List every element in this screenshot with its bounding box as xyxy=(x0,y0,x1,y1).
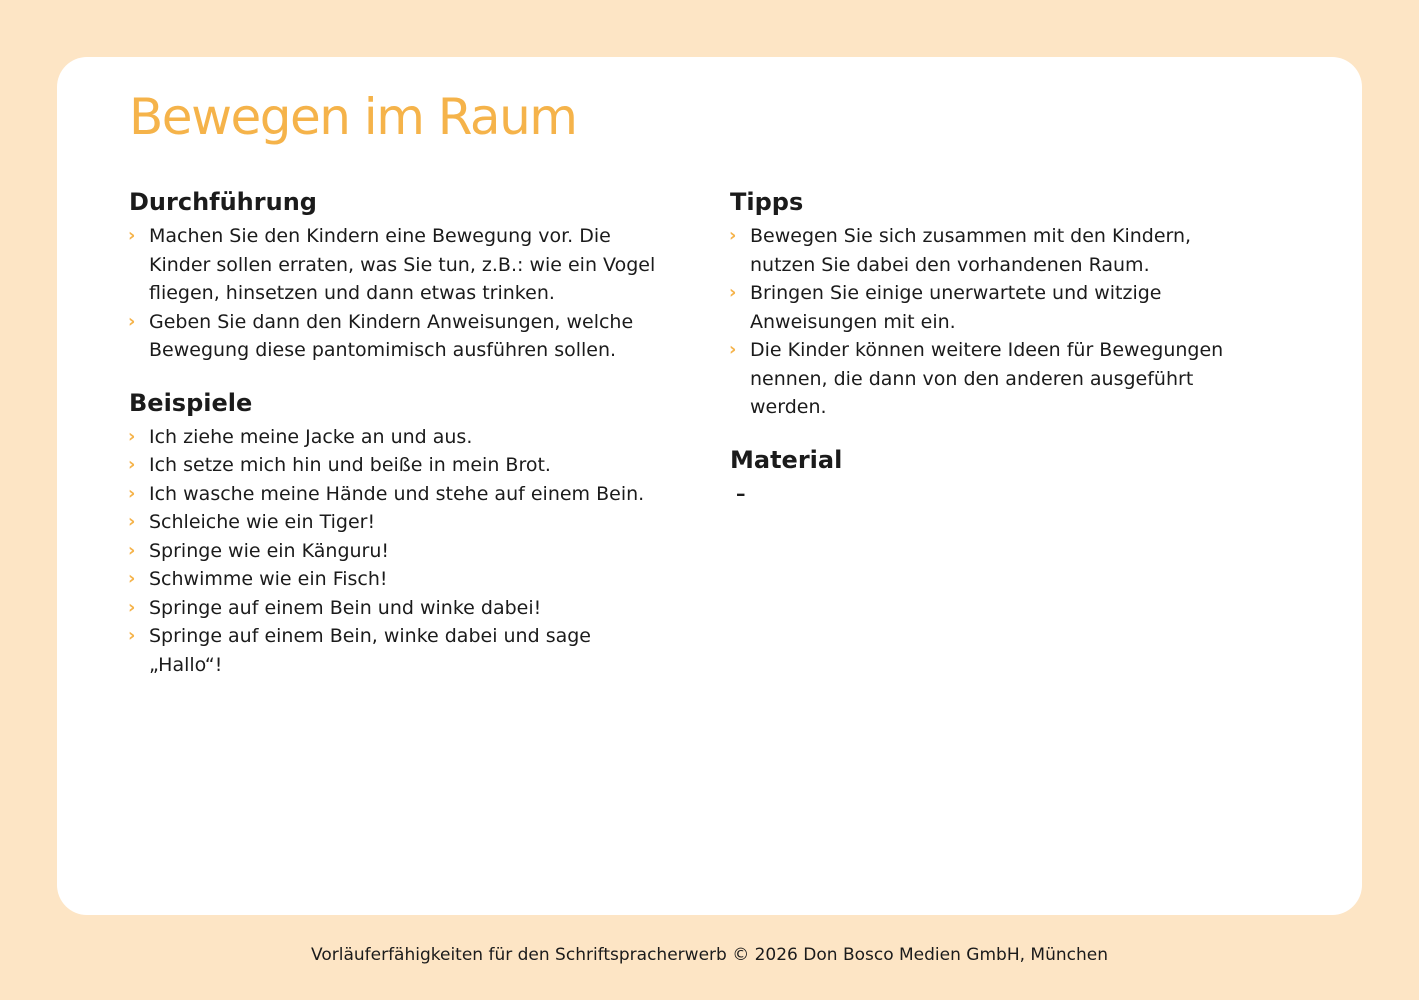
chevron-right-icon: › xyxy=(128,482,136,504)
list-item xyxy=(129,480,689,509)
list-item xyxy=(129,423,689,452)
content-card xyxy=(57,57,1362,915)
list-item xyxy=(129,308,689,365)
section-tipps xyxy=(730,186,1290,422)
list-item xyxy=(129,537,689,566)
chevron-right-icon: › xyxy=(128,511,136,532)
chevron-right-icon: › xyxy=(729,339,737,360)
chevron-right-icon: › xyxy=(729,225,737,246)
list-item xyxy=(129,508,689,537)
list-item-text: Springe auf einem Bein und winke dabei! xyxy=(149,596,542,619)
chevron-right-icon: › xyxy=(128,310,136,332)
list-item-text: Ich wasche meine Hände und stehe auf einem Bein. xyxy=(149,482,645,505)
list-item-text: Bewegen Sie sich zusammen mit den Kindern, nutzen Sie dabei den vorhandenen Raum. xyxy=(750,225,1192,276)
chevron-right-icon: › xyxy=(128,225,136,246)
list-item xyxy=(730,222,1290,279)
chevron-right-icon: › xyxy=(128,568,136,589)
beispiele-list xyxy=(129,423,689,680)
page-title: Bewegen im Raum xyxy=(129,88,577,146)
list-item-text: Machen Sie den Kindern eine Bewegung vor. Die Kinder sollen erraten, was Sie tun, z.B.: wie ein Vogel fliegen, hinsetzen und dann etwas trinken. xyxy=(149,225,656,304)
list-item xyxy=(129,622,689,679)
chevron-right-icon: › xyxy=(729,282,737,303)
material-value: – xyxy=(736,482,746,505)
list-item-text: Springe wie ein Känguru! xyxy=(149,539,390,562)
list-item-text: Geben Sie dann den Kindern Anweisungen, welche Bewegung diese pantomimisch ausführen sollen. xyxy=(149,310,634,361)
chevron-right-icon: › xyxy=(128,454,136,475)
section-heading-beispiele: Beispiele xyxy=(129,388,253,417)
list-item xyxy=(129,451,689,480)
list-item-text: Die Kinder können weitere Ideen für Bewegungen nennen, die dann von den anderen ausgeführt werden. xyxy=(750,339,1224,418)
list-item-text: Bringen Sie einige unerwartete und witzige Anweisungen mit ein. xyxy=(750,282,1162,333)
tipps-list xyxy=(730,222,1290,422)
list-item-text: Schleiche wie ein Tiger! xyxy=(149,511,376,533)
chevron-right-icon: › xyxy=(128,625,136,646)
section-beispiele xyxy=(129,387,689,680)
section-durchfuehrung xyxy=(129,186,689,365)
footer-copyright: Vorläuferfähigkeiten für den Schriftspracherwerb © 2026 Don Bosco Medien GmbH, München xyxy=(311,945,1108,965)
chevron-right-icon: › xyxy=(128,425,136,447)
section-material xyxy=(730,444,1290,509)
section-heading-durchfuehrung: Durchführung xyxy=(129,188,317,216)
list-item xyxy=(730,279,1290,336)
section-heading-material: Material xyxy=(730,445,843,474)
list-item xyxy=(129,594,689,623)
durchfuehrung-list xyxy=(129,222,689,365)
right-column xyxy=(730,186,1290,530)
list-item xyxy=(129,222,689,308)
left-column xyxy=(129,186,689,701)
list-item xyxy=(730,336,1290,422)
chevron-right-icon: › xyxy=(128,596,136,618)
list-item-text: Ich setze mich hin und beiße in mein Brot. xyxy=(149,454,551,476)
section-heading-tipps: Tipps xyxy=(730,188,804,216)
list-item-text: Ich ziehe meine Jacke an und aus. xyxy=(149,425,473,448)
list-item-text: Springe auf einem Bein, winke dabei und sage „Hallo“! xyxy=(149,625,591,676)
list-item-text: Schwimme wie ein Fisch! xyxy=(149,568,388,590)
list-item xyxy=(129,565,689,594)
chevron-right-icon: › xyxy=(128,539,136,561)
